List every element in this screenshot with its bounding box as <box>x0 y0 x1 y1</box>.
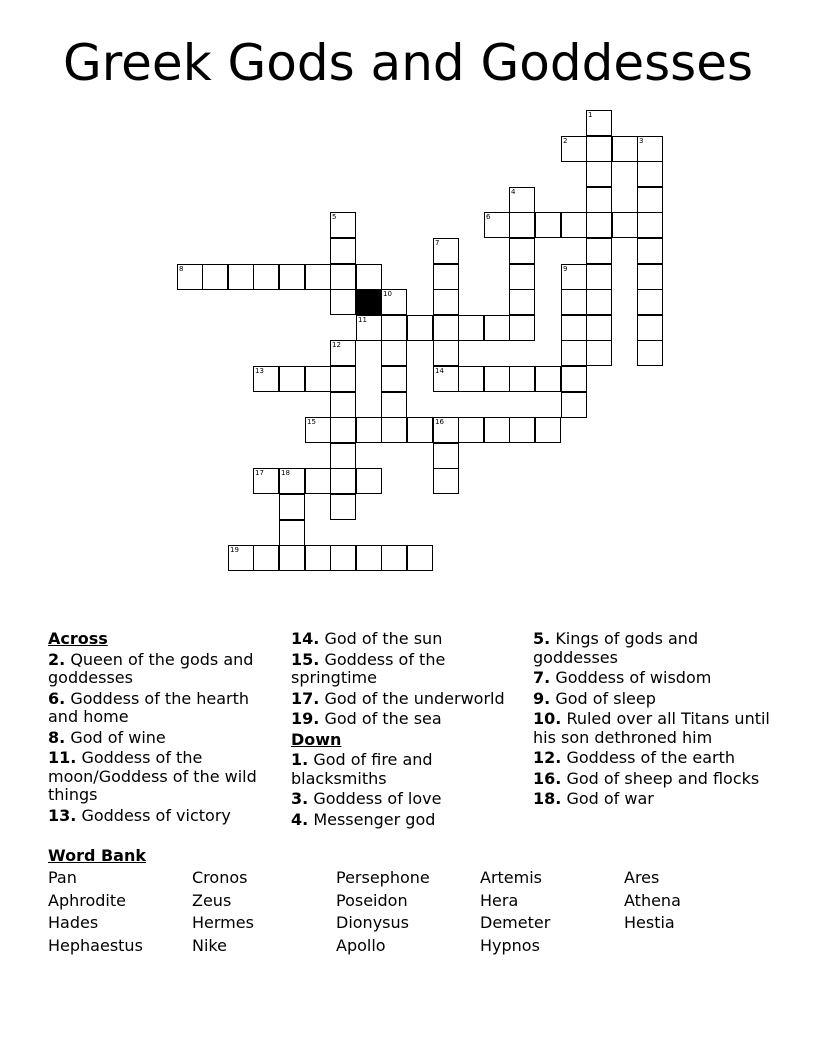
clue-item <box>533 770 773 789</box>
grid-cell[interactable] <box>279 468 305 494</box>
grid-cell[interactable] <box>586 289 612 315</box>
grid-cell[interactable] <box>637 238 663 264</box>
grid-cell[interactable] <box>381 392 407 418</box>
grid-cell[interactable] <box>433 340 459 366</box>
clue-number-label: 10. <box>533 709 562 728</box>
grid-cell[interactable] <box>253 545 279 571</box>
grid-cell[interactable] <box>484 315 510 341</box>
grid-cell[interactable] <box>433 443 459 469</box>
grid-cell[interactable] <box>279 520 305 546</box>
grid-cell[interactable] <box>509 238 535 264</box>
clue-number-label: 1. <box>291 750 309 769</box>
grid-cell[interactable] <box>637 161 663 187</box>
grid-cell[interactable] <box>509 315 535 341</box>
clue-text: Goddess of the moon/Goddess of the wild things <box>48 748 257 804</box>
grid-cell[interactable] <box>228 264 254 290</box>
clue-number-label: 3. <box>291 789 309 808</box>
clue-text: Goddess of victory <box>81 805 231 825</box>
grid-cell[interactable] <box>433 417 459 443</box>
clue-text: God of the sea <box>324 709 442 728</box>
word-bank-item: Cronos <box>192 868 248 887</box>
grid-cell[interactable] <box>330 340 356 366</box>
grid-cell[interactable] <box>612 212 638 238</box>
clue-number: 8 <box>179 265 184 273</box>
clue-number: 13 <box>255 367 264 375</box>
clue-number-label: 16. <box>533 768 562 788</box>
grid-cell[interactable] <box>381 545 407 571</box>
grid-cell[interactable] <box>586 136 612 162</box>
clue-number-label: 19. <box>291 709 320 728</box>
word-bank-item: Apollo <box>336 935 386 955</box>
grid-cell[interactable] <box>561 315 587 341</box>
clue-number: 15 <box>307 418 316 426</box>
clue-text: Queen of the gods and goddesses <box>48 649 254 687</box>
grid-cell[interactable] <box>330 443 356 469</box>
clue-item <box>48 729 278 748</box>
grid-cell[interactable] <box>509 212 535 238</box>
grid-cell[interactable] <box>637 264 663 290</box>
clue-item <box>291 790 531 809</box>
grid-cell[interactable] <box>407 417 433 443</box>
grid-cell[interactable] <box>330 417 356 443</box>
clue-number-label: 2. <box>48 649 66 669</box>
grid-cell[interactable] <box>509 417 535 443</box>
grid-cell[interactable] <box>509 187 535 213</box>
puzzle-title: Greek Gods and Goddesses <box>62 34 754 92</box>
grid-cell[interactable] <box>458 366 484 392</box>
grid-cell[interactable] <box>279 264 305 290</box>
clue-number-label: 8. <box>48 727 66 747</box>
clue-number: 1 <box>588 111 593 119</box>
grid-cell[interactable] <box>433 315 459 341</box>
grid-cell[interactable] <box>458 417 484 443</box>
grid-cell[interactable] <box>305 545 331 571</box>
grid-cell[interactable] <box>637 212 663 238</box>
grid-cell[interactable] <box>330 238 356 264</box>
grid-cell[interactable] <box>228 545 254 571</box>
clue-number-label: 13. <box>48 805 77 825</box>
across-heading: Across <box>48 629 108 648</box>
grid-cell[interactable] <box>330 366 356 392</box>
grid-cell[interactable] <box>279 366 305 392</box>
word-bank-item: Hera <box>480 890 519 910</box>
clue-number: 2 <box>563 137 568 145</box>
grid-cell[interactable] <box>586 161 612 187</box>
clue-number-label: 6. <box>48 688 66 708</box>
clue-number: 5 <box>332 213 337 221</box>
clue-number: 4 <box>511 188 516 196</box>
clue-item <box>291 651 531 688</box>
grid-cell[interactable] <box>433 468 459 494</box>
grid-cell[interactable] <box>433 366 459 392</box>
clue-number: 11 <box>358 316 367 324</box>
clue-text: Goddess of the earth <box>566 748 736 767</box>
clue-item <box>533 630 773 667</box>
clue-text: Ruled over all Titans until his son dethroned him <box>533 709 770 747</box>
grid-cell[interactable] <box>305 468 331 494</box>
word-bank-item: Nike <box>192 935 227 955</box>
clue-text: Kings of gods and goddesses <box>533 629 699 667</box>
clue-text: Messenger god <box>313 809 436 829</box>
grid-cell[interactable] <box>305 264 331 290</box>
clue-item <box>291 751 531 788</box>
grid-cell[interactable] <box>279 545 305 571</box>
word-bank-item: Hermes <box>192 913 254 932</box>
grid-cell[interactable] <box>330 392 356 418</box>
grid-cell[interactable] <box>561 392 587 418</box>
grid-cell[interactable] <box>458 315 484 341</box>
grid-cell[interactable] <box>561 136 587 162</box>
grid-cell[interactable] <box>586 264 612 290</box>
word-bank-item: Hypnos <box>480 935 540 955</box>
clue-number: 3 <box>639 137 644 145</box>
clue-number-label: 12. <box>533 748 562 767</box>
grid-cell[interactable] <box>330 468 356 494</box>
word-bank-item: Hades <box>48 913 99 932</box>
grid-cell[interactable] <box>433 238 459 264</box>
grid-cell[interactable] <box>637 289 663 315</box>
clue-number: 9 <box>563 265 568 273</box>
clue-number-label: 7. <box>533 668 551 687</box>
clue-number-label: 15. <box>291 649 320 669</box>
word-bank-item: Dionysus <box>336 913 409 932</box>
clue-text: God of sleep <box>555 688 656 708</box>
clue-item <box>533 790 773 809</box>
grid-cell[interactable] <box>509 264 535 290</box>
grid-cell[interactable] <box>279 494 305 520</box>
grid-cell[interactable] <box>637 340 663 366</box>
word-bank-item: Artemis <box>480 868 543 887</box>
grid-cell[interactable] <box>381 340 407 366</box>
grid-cell[interactable] <box>407 545 433 571</box>
word-bank-item: Poseidon <box>336 890 408 910</box>
word-bank-item: Ares <box>624 868 660 887</box>
clue-number-label: 17. <box>291 688 320 708</box>
clue-number: 6 <box>486 213 491 221</box>
clue-text: Goddess of the springtime <box>291 649 446 687</box>
grid-cell[interactable] <box>535 366 561 392</box>
grid-cell[interactable] <box>433 289 459 315</box>
grid-cell[interactable] <box>637 187 663 213</box>
clue-number-label: 11. <box>48 748 77 767</box>
grid-cell[interactable] <box>305 366 331 392</box>
word-bank-item: Zeus <box>192 890 232 910</box>
word-bank-item: Demeter <box>480 913 551 932</box>
clue-item <box>533 710 773 747</box>
grid-cell[interactable] <box>330 264 356 290</box>
grid-cell[interactable] <box>586 315 612 341</box>
word-bank-heading: Word Bank <box>48 846 147 865</box>
grid-cell[interactable] <box>305 417 331 443</box>
grid-cell[interactable] <box>484 212 510 238</box>
clues-column-3 <box>533 630 773 811</box>
grid-cell[interactable] <box>330 289 356 315</box>
grid-cell[interactable] <box>586 187 612 213</box>
clue-text: God of war <box>566 789 654 808</box>
grid-cell[interactable] <box>535 417 561 443</box>
clue-item <box>48 690 278 727</box>
grid-cell[interactable] <box>586 238 612 264</box>
clue-number-label: 18. <box>533 789 562 808</box>
grid-cell[interactable] <box>356 417 382 443</box>
clue-number: 19 <box>230 546 239 554</box>
word-bank-item: Hestia <box>624 913 675 932</box>
word-bank-item: Pan <box>48 868 77 887</box>
grid-cell[interactable] <box>202 264 228 290</box>
word-bank-item: Hephaestus <box>48 935 143 955</box>
grid-cell[interactable] <box>612 136 638 162</box>
grid-cell[interactable] <box>509 289 535 315</box>
grid-cell[interactable] <box>509 366 535 392</box>
grid-cell[interactable] <box>484 366 510 392</box>
grid-cell[interactable] <box>561 289 587 315</box>
grid-cell[interactable] <box>356 264 382 290</box>
clue-text: Goddess of wisdom <box>555 668 712 687</box>
word-bank-item: Persephone <box>336 868 430 887</box>
clue-number-label: 4. <box>291 809 309 829</box>
clue-number: 12 <box>332 341 341 349</box>
grid-cell[interactable] <box>586 340 612 366</box>
down-heading: Down <box>291 729 342 749</box>
grid-cell[interactable] <box>330 545 356 571</box>
grid-cell[interactable] <box>561 264 587 290</box>
grid-cell[interactable] <box>253 264 279 290</box>
grid-cell[interactable] <box>381 417 407 443</box>
clues-column-1 <box>48 630 278 827</box>
clue-item <box>291 630 531 649</box>
grid-cell[interactable] <box>356 315 382 341</box>
clue-text: God of fire and blacksmiths <box>291 750 433 788</box>
clue-item <box>48 651 278 688</box>
grid-cell[interactable] <box>381 289 407 315</box>
clue-number: 17 <box>255 469 264 477</box>
clue-text: Goddess of love <box>313 789 442 808</box>
grid-cell[interactable] <box>177 264 203 290</box>
clue-item <box>533 749 773 768</box>
clue-item <box>533 669 773 688</box>
grid-cell[interactable] <box>253 468 279 494</box>
clue-number-label: 9. <box>533 688 551 708</box>
grid-cell[interactable] <box>330 494 356 520</box>
clue-text: God of the sun <box>324 629 443 648</box>
clue-item <box>291 811 531 830</box>
grid-cell[interactable] <box>433 264 459 290</box>
grid-cell[interactable] <box>253 366 279 392</box>
clue-item <box>291 710 531 729</box>
grid-cell[interactable] <box>637 315 663 341</box>
clue-item <box>291 690 531 709</box>
grid-cell[interactable] <box>586 212 612 238</box>
clue-item <box>533 690 773 709</box>
grid-cell[interactable] <box>381 366 407 392</box>
clue-text: God of sheep and flocks <box>566 768 760 788</box>
grid-cell[interactable] <box>535 212 561 238</box>
grid-cell[interactable] <box>637 136 663 162</box>
grid-cell[interactable] <box>356 468 382 494</box>
grid-cell[interactable] <box>330 212 356 238</box>
grid-cell[interactable] <box>561 212 587 238</box>
grid-cell[interactable] <box>407 315 433 341</box>
clue-number: 14 <box>435 367 444 375</box>
clue-text: God of the underworld <box>324 688 505 708</box>
grid-cell[interactable] <box>381 315 407 341</box>
grid-cell[interactable] <box>484 417 510 443</box>
clue-number: 16 <box>435 418 444 426</box>
clue-number-label: 14. <box>291 629 320 648</box>
clue-number: 10 <box>383 290 392 298</box>
clue-item <box>48 749 278 805</box>
clue-number: 18 <box>281 469 290 477</box>
grid-cell[interactable] <box>561 366 587 392</box>
clue-number-label: 5. <box>533 629 551 648</box>
clues-column-2 <box>291 630 531 831</box>
word-bank-item: Athena <box>624 890 681 910</box>
clue-item <box>48 807 278 826</box>
grid-cell[interactable] <box>356 545 382 571</box>
clue-text: God of wine <box>70 727 166 747</box>
clue-text: Goddess of the hearth and home <box>48 688 250 726</box>
grid-cell[interactable] <box>561 340 587 366</box>
word-bank-item: Aphrodite <box>48 890 126 910</box>
grid-cell[interactable] <box>586 110 612 136</box>
clue-number: 7 <box>435 239 440 247</box>
black-square <box>356 289 382 315</box>
